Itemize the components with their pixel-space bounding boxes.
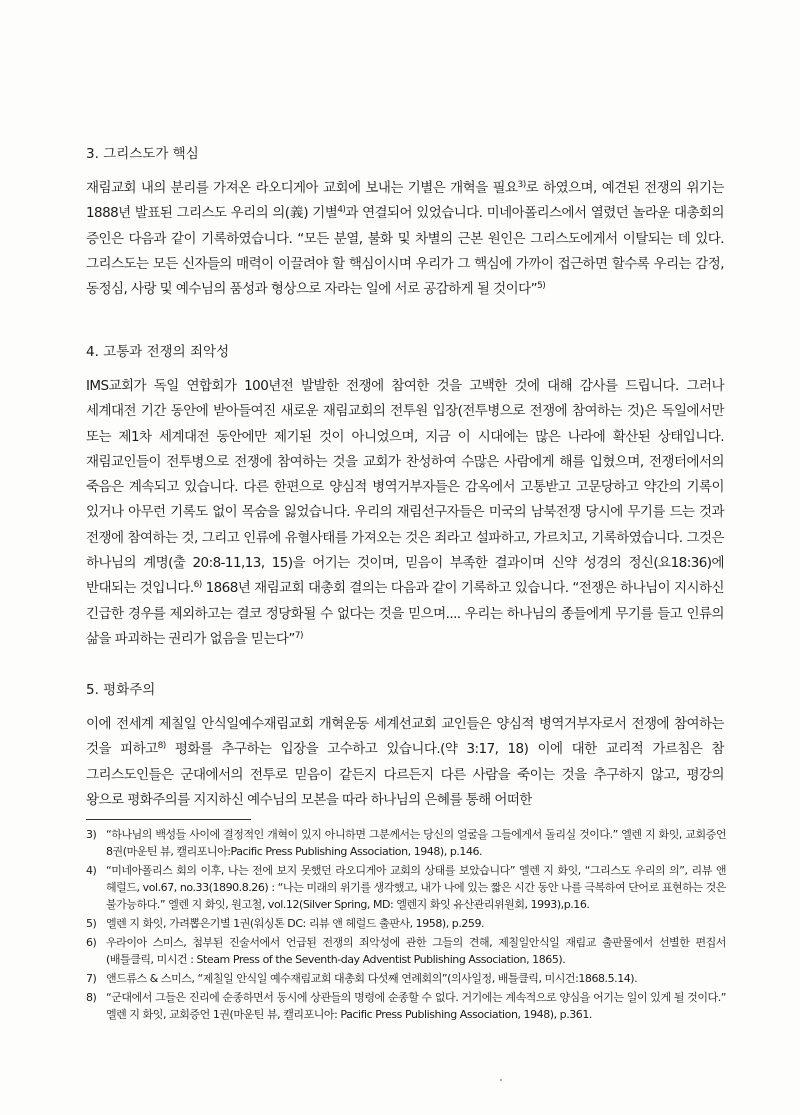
paragraph-text: 로 하였으며, 예견된 전쟁의 위기는 1888년 발표된 그리스도 우리의 의(義) 기별	[86, 180, 724, 222]
section-paragraph	[86, 374, 724, 652]
paragraph-text: 과 연결되어 있었습니다. 미네아폴리스에서 열렸던 놀라운 대총회의 증인은 다음과 같이 기록하였습니다. “모든 분열, 불화 및 차별의 근본 원인은 그리스도에게서 이탈되는 데 있다. 그리스도는 모든 신자들의 매력이 이끌려야 할 핵심이시며 우리가 그 핵심에 가까이 접근하면 할수록 우리는 감정, 동정심, 사랑 및 예수님의 품성과 형상으로 자라는 일에 서로 공감하게 될 것이다”	[86, 205, 725, 298]
footnote-ref: 3)	[517, 180, 526, 190]
section-paragraph	[86, 176, 724, 302]
paragraph-text: IMS교회가 독일 연합회가 100년전 발발한 전쟁에 참여한 것을 고백한 것에 대해 감사를 드립니다. 그러나 세계대전 기간 동안에 받아들여진 새로운 재림교회의 전투원 입장(전투병으로 전쟁에 참여하는 것)은 독일에서만 또는 제1차 세계대전 동안에만 제기된 것이 아니었으며, 지금 이 시대에는 많은 나라에 확산된 상태입니다. 재림교인들이 전투병으로 전쟁에 참여하는 것을 교회가 찬성하여 수많은 사람에게 해를 입혔으며, 전쟁터에서의 죽음은 계속되고 있습니다. 다른 한편으로 양심적 병역거부자들은 감옥에서 고통받고 고문당하고 약간의 기록이 있거나 아무런 기록도 없이 목숨을 잃었습니다. 우리의 재림선구자들은 미국의 남북전쟁 당시에 무기를 드는 것과 전쟁에 참여하는 것, 그리고 인류에 유혈사태를 가져오는 것은 죄라고 설파하고, 가르치고, 기록하였습니다. 그것은 하나님의 계명(출 20:8-11,13, 15)을 어기는 것이며, 믿음이 부족한 결과이며 신약 성경의 정신(요18:36)에 반대되는 것입니다.	[86, 378, 724, 597]
footnote-text: 우라이아 스미스, 첨부된 진술서에서 언급된 전쟁의 죄악성에 관한 그들의 견해, 제칠일안식일 재림교 출판물에서 선별한 편집서(배틀클릭, 미시건 : Steam Press of the Seventh-day Adventist Publishing Association, 1865).	[106, 936, 726, 966]
footnote-ref: 8)	[157, 741, 166, 752]
footnote-number: 3)	[86, 828, 97, 841]
footnote-ref: 7)	[294, 630, 303, 641]
footnote-number: 7)	[86, 972, 97, 985]
footnote	[86, 915, 726, 932]
section-pacifism	[86, 681, 724, 813]
footnote-text: “미네아폴리스 회의 이후, 나는 전에 보지 못했던 라오디게아 교회의 상태를 보았습니다” 엘렌 지 화잇, “그리스도 우리의 의”, 리뷰 앤 헤럴드, vol.67, no.33(1890.8.26) : “나는 미래의 위기를 생각했고, 내가 나에 있는 짧은 시간 동안 나를 극복하여 단어로 표현하는 것은 불가능하다.” 엘렌 지 화잇, 원고철, vol.12(Silver Spring, MD: 엘렌지 화잇 유산관리위원회, 1993),p.16.	[106, 864, 726, 911]
paragraph-text: 이에 전세계 제칠일 안식일예수재림교회 개혁운동 세계선교회 교인들은 양심적 병역거부자로서 전쟁에 참여하는 것을 피하고	[86, 716, 724, 758]
section-heading: 3. 그리스도가 핵심	[86, 146, 199, 162]
footnote-ref: 5)	[537, 281, 546, 292]
section-paragraph	[86, 712, 724, 813]
section-sin-of-war	[86, 343, 724, 652]
section-heading: 4. 고통과 전쟁의 죄악성	[86, 344, 230, 360]
paragraph-text: 재림교회 내의 분리를 가져온 라오디게아 교회에 보내는 기별은 개혁을 필요	[86, 180, 518, 196]
footnote-number: 5)	[86, 917, 97, 930]
footnote-ref: 6)	[193, 580, 202, 591]
footnote-text: 앤드류스 & 스미스, “제칠일 안식일 예수재림교회 대총회 다섯째 연례회의”(의사일정, 배틀클릭, 미시건:1868.5.14).	[106, 972, 638, 985]
scan-speck	[500, 1079, 502, 1081]
footnote-text: “하나님의 백성들 사이에 결정적인 개혁이 있지 아니하면 그분께서는 당신의 얼굴을 그들에게서 돌리실 것이다.” 엘렌 지 화잇, 교회증언 8권(마운틴 뷰, 캘리포니아:Pacific Press Publishing Association, 1948), p.146.	[106, 828, 726, 858]
section-christ-center	[86, 145, 724, 302]
paragraph-text: 평화를 추구하는 입장을 고수하고 있습니다.(약 3:17, 18) 이에 대한 교리적 가르침은 참 그리스도인들은 군대에서의 전투로 믿음이 같든지 다르든지 다른 사람을 죽이는 것을 추구하지 않고, 평강의 왕으로 평화주의를 지지하신 예수님의 모본을 따라 하나님의 은혜를 통해 어떠한	[86, 741, 724, 808]
section-heading: 5. 평화주의	[86, 682, 156, 698]
footnote-number: 8)	[86, 991, 97, 1004]
footnote-ref: 4)	[337, 205, 346, 216]
footnote	[86, 934, 726, 968]
footnote-number: 4)	[86, 864, 97, 877]
footnote-divider	[86, 819, 251, 820]
footnote	[86, 970, 726, 987]
footnote-number: 6)	[86, 936, 97, 949]
footnote	[86, 989, 726, 1023]
footnote	[86, 826, 726, 860]
footnote	[86, 862, 726, 913]
footnote-list	[86, 826, 726, 1025]
footnote-text: 엘렌 지 화잇, 가려뽑은기별 1권(워싱톤 DC: 리뷰 앤 헤럴드 출판사, 1958), p.259.	[106, 917, 485, 930]
paragraph-text: 1868년 재림교회 대총회 결의는 다음과 같이 기록하고 있습니다. “전쟁은 하나님이 지시하신 긴급한 경우를 제외하고는 결코 정당화될 수 없다는 것을 믿으며.... 우리는 하나님의 종들에게 무기를 들고 인류의 삶을 파괴하는 권리가 없음을 믿는다”	[86, 580, 724, 647]
footnote-text: “군대에서 그들은 진리에 순종하면서 동시에 상관들의 명령에 순종할 수 없다. 거기에는 계속적으로 양심을 어기는 일이 있게 될 것이다.” 엘렌 지 화잇, 교회증언 1권(마운틴 뷰, 캘리포니아: Pacific Press Publishing Association, 1948), p.361.	[106, 991, 726, 1021]
